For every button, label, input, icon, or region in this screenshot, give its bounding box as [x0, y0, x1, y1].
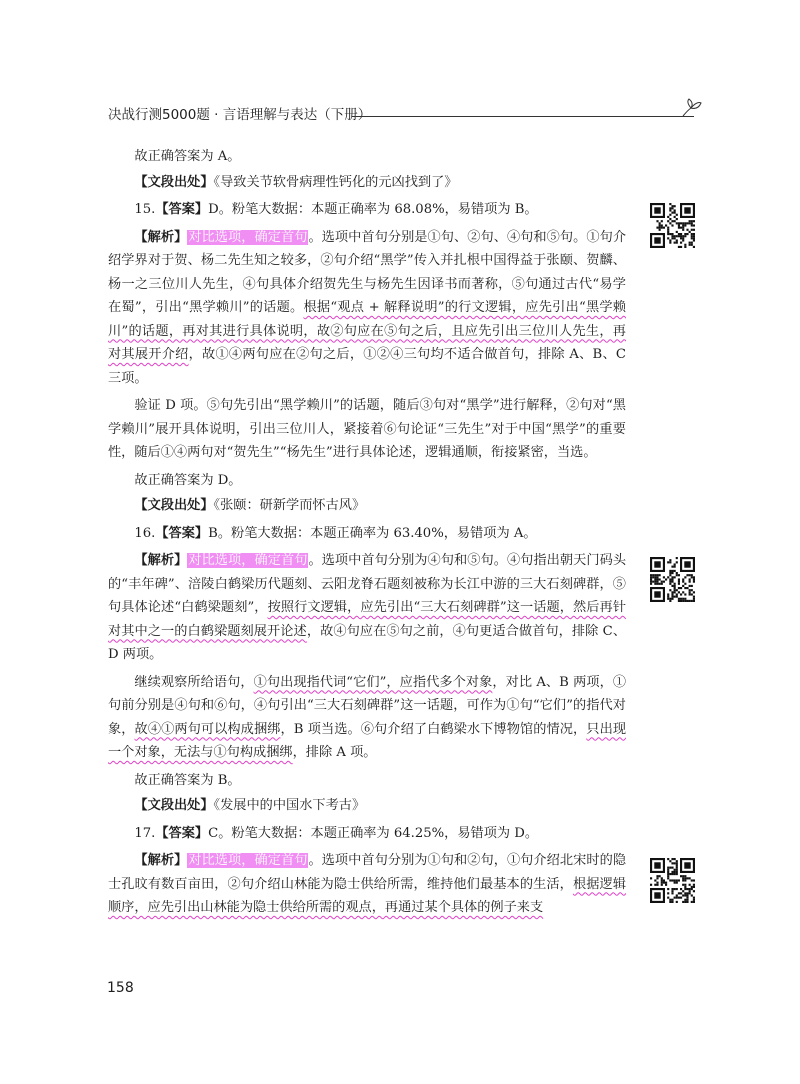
verify-15: [108, 394, 626, 465]
analysis-label: 【解析】: [134, 229, 188, 245]
answer-text: B。粉笔大数据：本题正确率为 63.40%，易错项为 A。: [208, 525, 537, 541]
text: ，B 项当选。⑥句介绍了白鹤梁水下博物馆的情况，: [280, 721, 587, 737]
wavy-underline: 只出现一个对象，无法与①句构成捆绑: [108, 721, 627, 760]
answer-text: D。粉笔大数据：本题正确率为 68.08%，易错项为 B。: [208, 202, 538, 217]
observe-16: [108, 671, 626, 765]
analysis-label: 【解析】: [134, 853, 188, 868]
text: ，故④句应在⑤句之前，④句更适合做首句，排除 C、D 两项。: [108, 623, 627, 662]
wavy-underline: 根据“观点 + 解释说明”的行文逻辑，应先引出“黑学赖川”的话题，再对其进行具体说明，故②句应在⑤句之后，且应先引出三位川人先生，再对其展开介绍: [108, 300, 626, 362]
highlight-tip: 对比选项，确定首句: [188, 229, 308, 245]
highlight-tip: 对比选项，确定首句: [188, 853, 308, 868]
text: 。选项中首句分别为④句和⑤句。④句指出朝天门码头的“丰年碑”、涪陵白鹤梁历代题刻、云阳龙脊石题刻被称为长江中游的三大石刻碑群，⑤句具体论述“白鹤梁题刻”，: [108, 553, 627, 615]
header-rule: [352, 116, 694, 117]
text: 继续观察所给语句，: [134, 674, 254, 690]
analysis-16: [108, 549, 626, 667]
question-number: 17.: [134, 825, 156, 841]
source-15: [108, 494, 626, 518]
text: 。选项中首句分别为①句和②句，①句介绍北宋时的隐士孔旼有数百亩田，②句介绍山林能为隐士供给所需，维持他们最基本的生活，: [108, 853, 627, 892]
text: 故正确答案为 B。: [134, 772, 241, 788]
answer-label: 【答案】: [155, 202, 209, 217]
source-title: 《张颐：研新学而怀古风》: [213, 498, 366, 513]
analysis-17: [108, 849, 626, 920]
analysis-15: [108, 226, 626, 391]
answer-label: 【答案】: [155, 825, 209, 841]
text: ，对比 A、B 两项，①句前分别是④句和⑥句，④句引出“三大石刻碑群”这一话题，可作为①句“它们”的指代对象，: [108, 674, 627, 737]
qr-code-icon[interactable]: [650, 557, 695, 602]
page-content: [108, 145, 626, 924]
running-header: [108, 106, 698, 126]
book-title: 决战行测5000题 · 言语理解与表达（下册）: [108, 107, 372, 123]
text: ，故①④两句应在②句之后，①②④三句均不适合做首句，排除 A、B、C 三项。: [108, 347, 626, 386]
source-label: 【文段出处】: [134, 174, 214, 190]
text: 故正确答案为 D。: [134, 472, 242, 488]
answer-16: [108, 522, 626, 546]
wavy-underline: 故④①两句可以构成捆绑: [134, 721, 281, 737]
wavy-underline: 根据逻辑顺序，应先引出山林能为隐士供给所需的观点，再通过某个具体的例子来支: [108, 876, 627, 915]
text: ，排除 A 项。: [292, 745, 377, 760]
page-number: 158: [107, 980, 134, 996]
source-16: [108, 794, 626, 818]
source-label: 【文段出处】: [134, 798, 214, 813]
text: 验证 D 项。⑤句先引出“黑学赖川”的话题，随后③句对“黑学”进行解释，②句对“黑学赖川”展开具体说明，引出三位川人，紧接着⑥句论证“三先生”对于中国“黑学”的重要性，随后①④两句对“贺先生”“杨先生”进行具体论述，逻辑通顺，衔接紧密，当选。: [108, 398, 626, 460]
answer-label: 【答案】: [155, 525, 209, 541]
text: 故正确答案为 A。: [134, 149, 241, 164]
qr-code-icon[interactable]: [650, 203, 695, 248]
source-label: 【文段出处】: [134, 498, 214, 513]
answer-17: [108, 822, 626, 846]
leaf-icon: [680, 98, 702, 118]
question-number: 15.: [134, 202, 156, 217]
paragraph-conclusion-14: [108, 145, 626, 169]
source-title: 《发展中的中国水下考古》: [213, 798, 366, 813]
wavy-underline: 按照行文逻辑，应先引出“三大石刻碑群”这一话题，然后再针对其中之一的白鹤梁题刻展开论述: [108, 600, 627, 639]
paragraph-conclusion-15: [108, 469, 626, 493]
analysis-label: 【解析】: [134, 553, 188, 568]
question-number: 16.: [134, 525, 156, 541]
answer-15: [108, 198, 626, 222]
highlight-tip: 对比选项，确定首句: [188, 553, 308, 568]
wavy-underline: ①句出现指代词“它们”，应指代多个对象: [253, 674, 493, 690]
source-14: [108, 171, 626, 195]
qr-code-icon[interactable]: [650, 858, 695, 903]
answer-text: C。粉笔大数据：本题正确率为 64.25%，易错项为 D。: [208, 825, 539, 841]
paragraph-conclusion-16: [108, 769, 626, 793]
text: 。选项中首句分别是①句、②句、④句和⑤句。①句介绍学界对于贺、杨二先生知之较多，②句介绍“黑学”传入并扎根中国得益于张颐、贺麟、杨一之三位川人先生，④句具体介绍贺先生与杨先生因译书而著称，⑤句通过古代“易学在蜀”，引出“黑学赖川”的话题。: [108, 229, 627, 315]
source-title: 《导致关节软骨病理性钙化的元凶找到了》: [213, 174, 458, 190]
